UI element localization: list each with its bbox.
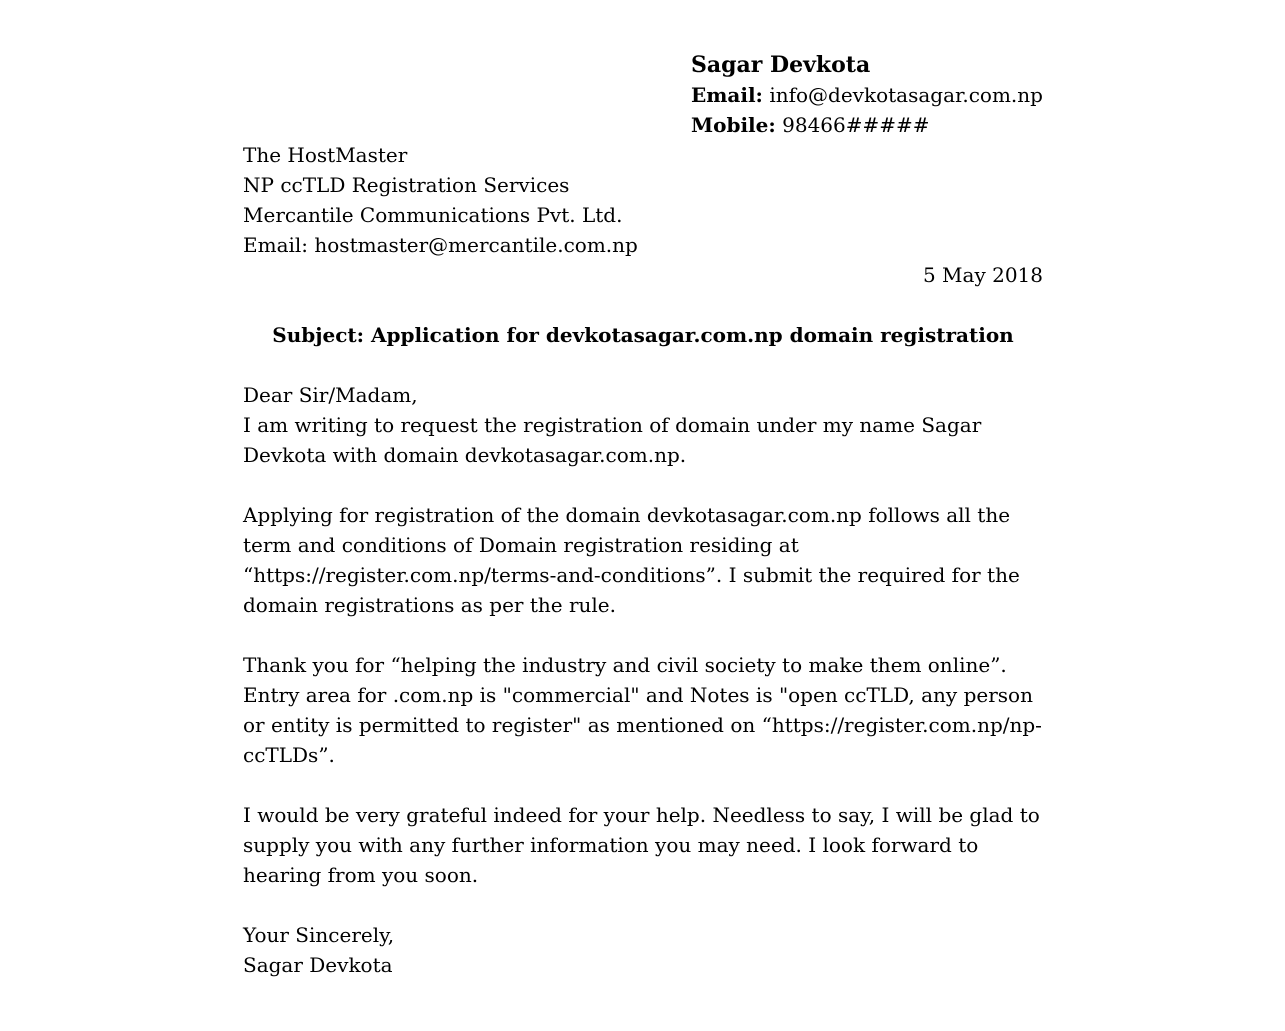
paragraph-1: I am writing to request the registration of domain under my name Sagar Devkota with domain devkotasagar.com.np. [243,413,982,467]
letter [243,50,1043,980]
recipient-line-3: Mercantile Communications Pvt. Ltd. [243,203,623,227]
sender-mobile-line [691,110,1043,140]
recipient-block [243,140,1043,260]
signature: Sagar Devkota [243,953,393,977]
sender-block [691,50,1043,140]
recipient-line-2: NP ccTLD Registration Services [243,173,570,197]
sender-email-label: Email: [691,83,763,107]
paragraph-4: I would be very grateful indeed for your help. Needless to say, I will be glad to supply you with any further information you may need. I look forward to hearing from you soon. [243,803,1040,887]
greeting: Dear Sir/Madam, [243,383,418,407]
paragraph-2: Applying for registration of the domain devkotasagar.com.np follows all the term and conditions of Domain registration residing at “https://register.com.np/terms-and-conditions”. I submit the required for the domain registrations as per the rule. [243,503,1020,617]
subject-line: Subject: Application for devkotasagar.com.np domain registration [272,323,1014,347]
sender-name: Sagar Devkota [691,52,871,78]
letter-date: 5 May 2018 [922,263,1043,287]
sender-mobile-label: Mobile: [691,113,776,137]
recipient-line-4: Email: hostmaster@mercantile.com.np [243,233,638,257]
closing-block [243,920,1043,980]
sender-email: info@devkotasagar.com.np [769,83,1043,107]
recipient-line-1: The HostMaster [243,143,408,167]
valediction: Your Sincerely, [243,923,395,947]
body [243,380,1043,890]
sender-mobile: 98466##### [782,113,930,137]
paragraph-3: Thank you for “helping the industry and civil society to make them online”. Entry area for .com.np is "commercial" and Notes is "open ccTLD, any person or entity is permitted to register" as mentioned on “https://register.com.np/np-ccTLDs”. [243,653,1042,767]
sender-email-line [691,80,1043,110]
